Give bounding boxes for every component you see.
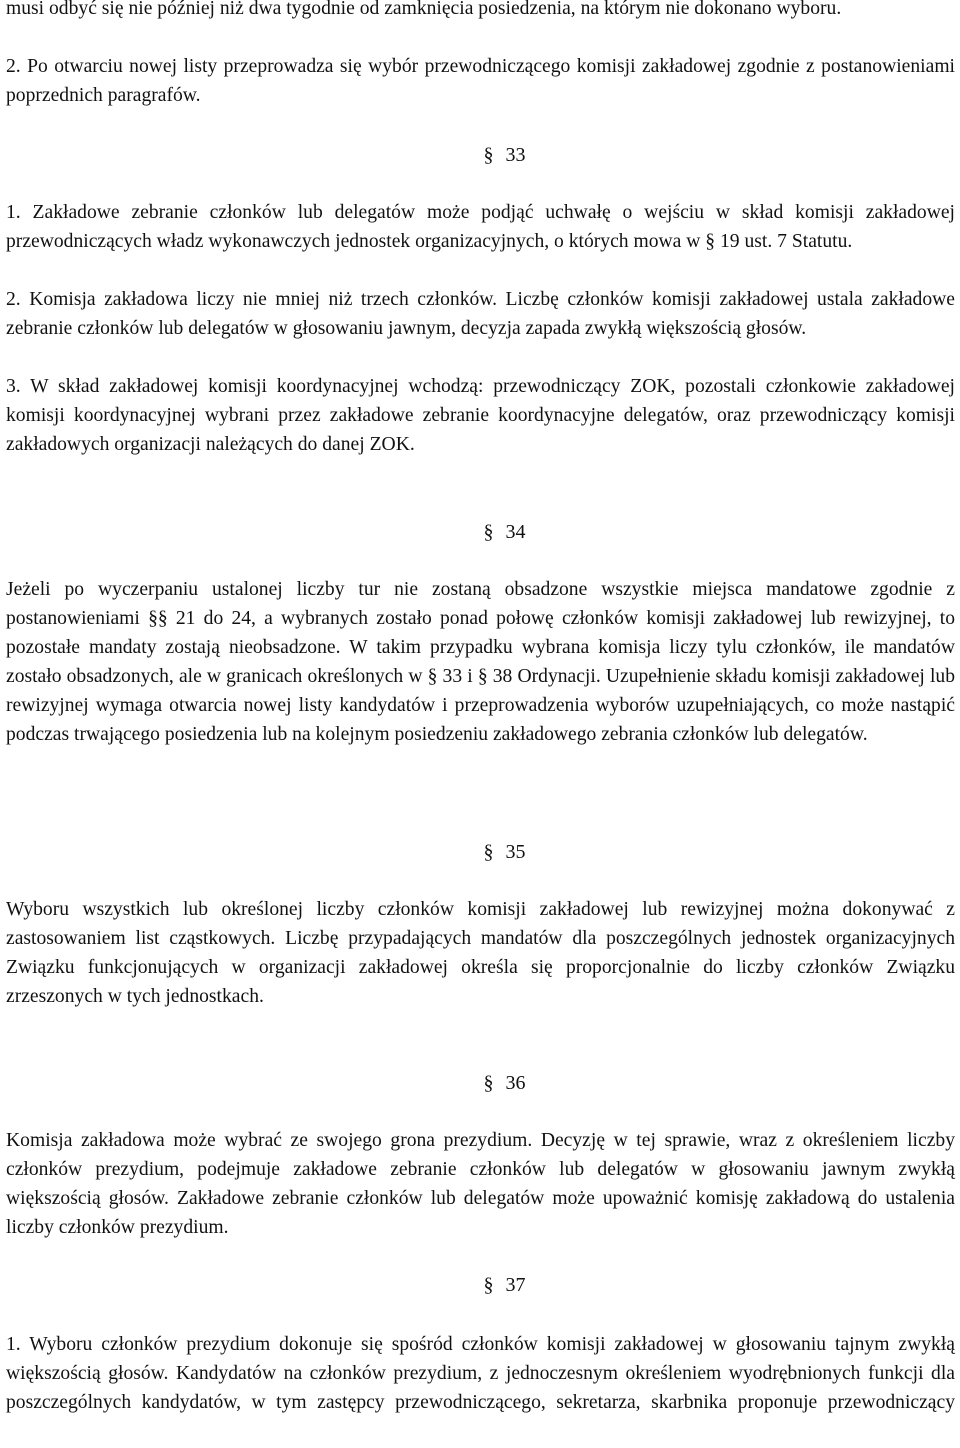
section-symbol: §	[483, 144, 494, 166]
paragraph-s32-item-2: 2. Po otwarciu nowej listy przeprowadza się wybór przewodniczącego komisji zakładowej zgodnie z postanowieniami poprzednich paragrafów.	[6, 56, 955, 106]
section-heading-33	[6, 141, 960, 170]
section-number: 37	[505, 1274, 526, 1296]
paragraph-s33-item-1: 1. Zakładowe zebranie członków lub delegatów może podjąć uchwałę o wejściu w skład komisji zakładowej przewodniczących władz wykonawczych jednostek organizacyjnych, o których mowa w § 19 ust. 7 Statutu.	[6, 202, 955, 252]
section-heading-34	[6, 518, 960, 547]
section-number: 36	[505, 1072, 526, 1094]
paragraph-s33-item-2: 2. Komisja zakładowa liczy nie mniej niż trzech członków. Liczbę członków komisji zakładowej ustala zakładowe zebranie członków lub delegatów w głosowaniu jawnym, decyzja zapada zwykłą większością głosów.	[6, 289, 955, 339]
section-heading-37	[6, 1271, 960, 1300]
paragraph-s34: Jeżeli po wyczerpaniu ustalonej liczby tur nie zostaną obsadzone wszystkie miejsca mandatowe zgodnie z postanowieniami §§ 21 do 24, a wybranych zostało ponad połowę członków komisji zakładowej lub rewizyjnej, to pozostałe mandaty zostają nieobsadzone. W takim przypadku wybrana komisja liczy tylu członków, ile mandatów zostało obsadzonych, ale w granicach określonych w § 33 i § 38 Ordynacji. Uzupełnienie składu komisji zakładowej lub rewizyjnej wymaga otwarcia nowej listy kandydatów i przeprowadzenia wyborów uzupełniających, co może nastąpić podczas trwającego posiedzenia lub na kolejnym posiedzeniu zakładowego zebrania członków lub delegatów.	[6, 579, 955, 745]
paragraph-s35: Wyboru wszystkich lub określonej liczby członków komisji zakładowej lub rewizyjnej można dokonywać z zastosowaniem list cząstkowych. Liczbę przypadających mandatów dla poszczególnych jednostek organizacyjnych Związku funkcjonujących w organizacji zakładowej określa się proporcjonalnie do liczby członków Związku zrzeszonych w tych jednostkach.	[6, 899, 955, 1007]
paragraph-s36: Komisja zakładowa może wybrać ze swojego grona prezydium. Decyzję w tej sprawie, wraz z określeniem liczby członków prezydium, podejmuje zakładowe zebranie członków lub delegatów w głosowaniu jawnym zwykłą większością głosów. Zakładowe zebranie członków lub delegatów może upoważnić komisję zakładową do ustalenia liczby członków prezydium.	[6, 1130, 955, 1238]
section-symbol: §	[483, 841, 494, 863]
section-heading-36	[6, 1069, 960, 1098]
section-number: 34	[505, 521, 526, 543]
section-number: 33	[505, 144, 526, 166]
section-heading-35	[6, 838, 960, 867]
section-symbol: §	[483, 1274, 494, 1296]
section-number: 35	[505, 841, 526, 863]
section-symbol: §	[483, 521, 494, 543]
paragraph-s37-item-1: 1. Wyboru członków prezydium dokonuje się spośród członków komisji zakładowej w głosowaniu tajnym zwykłą większością głosów. Kandydatów na członków prezydium, z jednoczesnym określeniem wyodrębnionych funkcji dla poszczególnych kandydatów, w tym zastępcy przewodniczącego, sekretarza, skarbnika proponuje przewodniczący	[6, 1334, 955, 1413]
section-symbol: §	[483, 1072, 494, 1094]
paragraph-s32-continuation: musi odbyć się nie później niż dwa tygodnie od zamknięcia posiedzenia, na którym nie dokonano wyboru.	[6, 0, 842, 19]
paragraph-s33-item-3: 3. W skład zakładowej komisji koordynacyjnej wchodzą: przewodniczący ZOK, pozostali członkowie zakładowej komisji koordynacyjnej wybrani przez zakładowe zebranie koordynacyjne delegatów, oraz przewodniczący komisji zakładowych organizacji należących do danej ZOK.	[6, 376, 955, 455]
